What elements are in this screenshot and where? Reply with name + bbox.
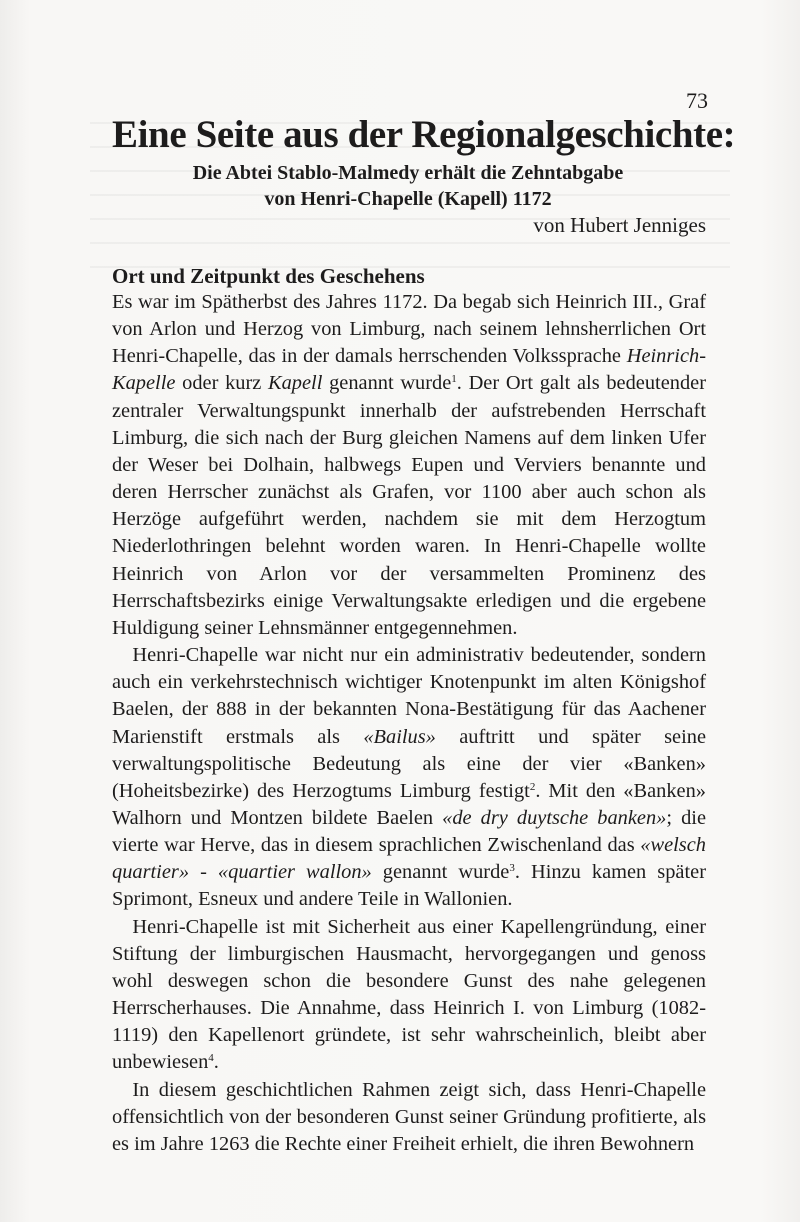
paragraph-2: Henri-Chapelle war nicht nur ein administrativ bedeutender, sondern auch ein verkehrstechnisch wichtiger Knotenpunkt im alten Königshof Baelen, der 888 in der bekannten Nona-Bestätigung für das Aachener Marienstift erstmals als «Bailus» auftritt und später seine verwaltungspolitische Bedeutung als eine der vier «Banken» (Hoheitsbezirke) des Herzogtums Limburg festigt$^2$. Mit den «Banken» Walhorn und Montzen bildete Baelen «de dry duytsche banken»; die vierte war Herve, das in diesem sprachlichen Zwischenland das «welsch quartier» - «quartier wallon» genannt wurde$^3$. Hinzu kamen später Sprimont, Esneux und andere Teile in Wallonien. — [112, 644, 707, 911]
footnote-ref-4: 4 — [208, 1052, 214, 1065]
chapter-title: Eine Seite aus der Regionalgeschichte: — [112, 113, 736, 156]
chapter-subtitle — [112, 160, 704, 212]
subtitle-line-2: von Henri-Chapelle (Kapell) 1172 — [264, 188, 552, 210]
subtitle-line-1: Die Abtei Stablo-Malmedy erhält die Zehntabgabe — [192, 162, 624, 184]
footnote-ref-2: 2 — [529, 780, 536, 793]
paragraph-1: Es war im Spätherbst des Jahres 1172. Da begab sich Heinrich III., Graf von Arlon und Herzog von Limburg, nach seinem lehnsherrlichen Ort Henri-Chapelle, das in der damals herrschenden Volkssprache Heinrich-Kapelle oder kurz Kapell genannt wurde$^1$. Der Ort galt als bedeutender zentraler Verwaltungspunkt innerhalb der aufstrebenden Herrschaft Limburg, die sich nach der Burg gleichen Namens auf dem linken Ufer der Weser bei Dolhain, halbwegs Eupen und Verviers benannte und deren Herrscher zunächst als Grafen, vor 1100 aber auch schon als Herzöge aufgeführt werden, nachdem sie mit dem Herzogtum Niederlothringen belehnt worden waren. In Henri-Chapelle wollte Heinrich von Arlon vor der versammelten Prominenz des Herrschaftsbezirks einige Verwaltungsakte erledigen und die ergebene Huldigung seiner Lehnsmänner entgegennehmen. — [112, 291, 706, 639]
paragraph-4: In diesem geschichtlichen Rahmen zeigt sich, dass Henri-Chapelle offensichtlich von der besonderen Gunst seiner Gründung profitierte, als es im Jahre 1263 die Rechte einer Freiheit erhielt, die ihren Bewohnern — [112, 1078, 706, 1155]
body-text — [112, 289, 706, 1158]
footnote-ref-3: 3 — [509, 862, 515, 875]
section-heading: Ort und Zeitpunkt des Geschehens — [112, 264, 425, 288]
paragraph-3: Henri-Chapelle ist mit Sicherheit aus einer Kapellengründung, einer Stiftung der limburgischen Hausmacht, hervorgegangen und genoss wohl deswegen schon die besondere Gunst des nahe gelegenen Herrscherhauses. Die Annahme, dass Heinrich I. von Limburg (1082-1119) den Kapellenort gründete, ist sehr wahrscheinlich, bleibt aber unbewiesen$^4$. — [112, 915, 706, 1074]
author-byline: von Hubert Jenniges — [533, 213, 706, 237]
footnote-ref-1: 1 — [451, 373, 457, 386]
page-number: 73 — [686, 88, 708, 113]
